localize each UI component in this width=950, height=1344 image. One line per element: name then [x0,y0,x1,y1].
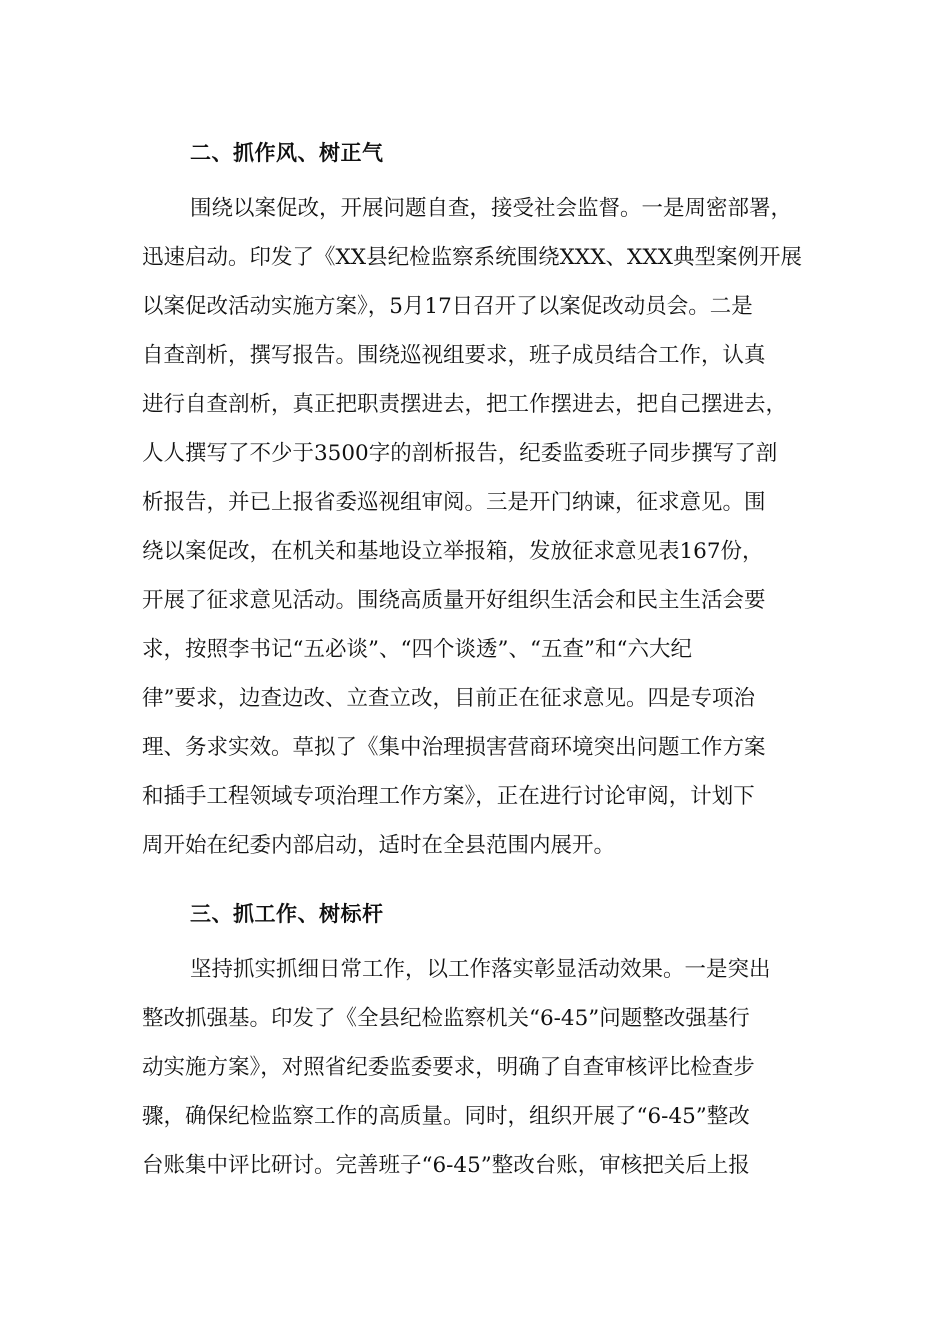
section-heading-2: 二、抓作风、树正气 [190,140,384,165]
paragraph-line: 绕以案促改，在机关和基地设立举报箱，发放征求意见表167份， [142,539,764,564]
paragraph-line: 动实施方案》，对照省纪委监委要求，明确了自查审核评比检查步 [142,1055,755,1080]
paragraph-line: 和插手工程领域专项治理工作方案》，正在进行讨论审阅，计划下 [142,784,755,809]
paragraph-line: 整改抓强基。印发了《全县纪检监察机关“6-45”问题整改强基行 [142,1006,750,1031]
paragraph-line: 周开始在纪委内部启动，适时在全县范围内展开。 [142,833,616,858]
paragraph-line: 求，按照李书记“五必谈”、“四个谈透”、“五查”和“六大纪 [142,637,692,662]
paragraph-line: 人人撰写了不少于3500字的剖析报告，纪委监委班子同步撰写了剖 [142,441,778,466]
paragraph-line: 骤，确保纪检监察工作的高质量。同时，组织开展了“6-45”整改 [142,1104,750,1129]
paragraph-line: 律”要求，边查边改、立查立改，目前正在征求意见。四是专项治 [142,686,755,711]
paragraph-line: 围绕以案促改，开展问题自查，接受社会监督。一是周密部署， [190,196,793,221]
paragraph-line: 以案促改活动实施方案》，5月17日召开了以案促改动员会。二是 [142,294,753,319]
paragraph-line: 理、务求实效。草拟了《集中治理损害营商环境突出问题工作方案 [142,735,766,760]
section-heading-3: 三、抓工作、树标杆 [190,901,384,926]
paragraph-line: 开展了征求意见活动。围绕高质量开好组织生活会和民主生活会要 [142,588,766,613]
paragraph-line: 迅速启动。印发了《XX县纪检监察系统围绕XXX、XXX典型案例开展 [142,245,802,270]
paragraph-line: 台账集中评比研讨。完善班子“6-45”整改台账，审核把关后上报 [142,1153,750,1178]
paragraph-line: 析报告，并已上报省委巡视组审阅。三是开门纳谏，征求意见。围 [142,490,766,515]
paragraph-line: 进行自查剖析，真正把职责摆进去，把工作摆进去，把自己摆进去， [142,392,788,417]
paragraph-line: 坚持抓实抓细日常工作，以工作落实彰显活动效果。一是突出 [190,957,771,982]
paragraph-line: 自查剖析，撰写报告。围绕巡视组要求，班子成员结合工作，认真 [142,343,766,368]
